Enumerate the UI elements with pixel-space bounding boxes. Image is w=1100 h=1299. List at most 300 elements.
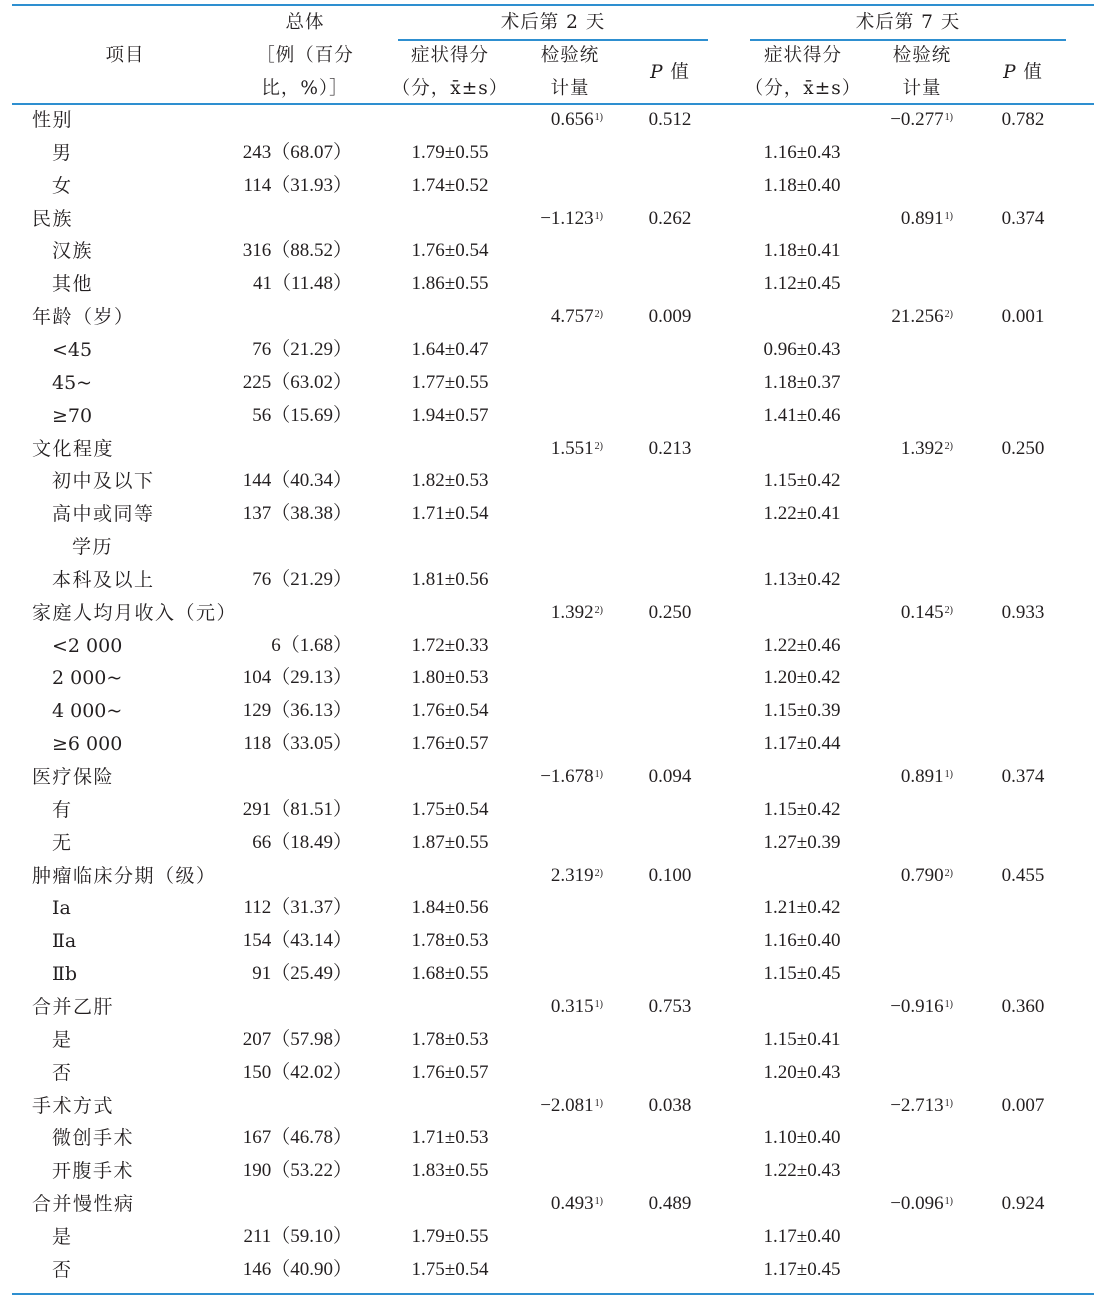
header-day2-score-line1: 症状得分 [410, 45, 489, 66]
row-day2-stat [500, 438, 603, 460]
row-day2-stat [500, 930, 603, 952]
table-row [0, 109, 1100, 142]
stat-value: 4.757 [550, 306, 594, 328]
row-day2-stat [500, 405, 603, 427]
row-day2-stat [500, 865, 603, 887]
row-day7-stat [850, 503, 953, 525]
row-day7-stat [850, 1062, 953, 1084]
stat-value: 0.145 [900, 601, 944, 623]
table-row [0, 569, 1100, 602]
table-row [0, 667, 1100, 700]
header-day7-pvalue-p: P [1003, 62, 1017, 83]
row-day7-score: 1.21±0.42 [763, 897, 841, 919]
row-day2-score: 1.80±0.53 [411, 667, 489, 689]
row-day7-score: 1.15±0.42 [763, 470, 841, 492]
row-day7-score: 1.10±0.40 [763, 1127, 841, 1149]
stat-value: 0.790 [900, 864, 944, 886]
row-day2-pvalue: 0.262 [648, 207, 692, 229]
row-day2-stat [500, 208, 603, 230]
row-day2-stat [500, 240, 603, 262]
header-day7: 术后第 7 天 [855, 12, 961, 33]
header-day7-pvalue-rest: 值 [1016, 62, 1043, 83]
row-total: 76（21.29） [252, 338, 352, 360]
row-total: 66（18.49） [252, 831, 352, 853]
row-day7-score: 1.15±0.41 [763, 1028, 841, 1050]
row-label: 微创手术 [52, 1127, 135, 1150]
row-day2-stat [500, 1259, 603, 1281]
stat-value: −2.081 [540, 1094, 594, 1116]
table-row [0, 1095, 1100, 1128]
row-day2-score: 1.76±0.54 [411, 700, 489, 722]
row-day7-pvalue: 0.455 [1001, 864, 1045, 886]
row-day7-stat [850, 799, 953, 821]
row-label: 性别 [32, 109, 74, 131]
row-day2-stat [500, 799, 603, 821]
stat-footnote-marker: 1) [944, 1196, 953, 1208]
table-row [0, 1062, 1100, 1095]
row-day7-score: 1.22±0.46 [763, 634, 841, 656]
row-day2-stat [500, 832, 603, 854]
row-day7-score: 0.96±0.43 [763, 338, 841, 360]
row-day7-stat [850, 372, 953, 394]
row-day7-score: 1.20±0.42 [763, 667, 841, 689]
row-label: 无 [52, 831, 73, 854]
row-day2-score: 1.76±0.54 [411, 240, 489, 262]
row-day2-stat [500, 766, 603, 788]
row-day2-stat [500, 1062, 603, 1084]
row-day2-score: 1.75±0.54 [411, 1258, 489, 1280]
row-day2-stat [500, 109, 603, 131]
row-day7-stat [850, 832, 953, 854]
stat-value: −1.123 [540, 207, 594, 229]
table-row [0, 766, 1100, 799]
row-day7-stat [850, 897, 953, 919]
stat-footnote-marker: 1) [944, 769, 953, 780]
table-row [0, 799, 1100, 832]
header-day7-stat-line2: 计量 [902, 78, 942, 99]
row-day2-stat [500, 1193, 603, 1215]
stat-footnote-marker: 1) [944, 998, 953, 1010]
header-day2-pvalue [620, 62, 720, 84]
table-row [0, 930, 1100, 963]
row-day7-score: 1.15±0.39 [763, 700, 841, 722]
row-label: 医疗保险 [32, 766, 115, 788]
row-label: ≥6 000 [52, 733, 123, 756]
row-total: 137（38.38） [242, 503, 352, 525]
table-row [0, 733, 1100, 766]
row-label: 学历 [72, 536, 114, 559]
stat-footnote-marker: 1) [944, 112, 953, 123]
row-day7-stat [850, 306, 953, 328]
row-day7-stat [850, 602, 953, 624]
row-day2-stat [500, 963, 603, 985]
row-day7-pvalue: 0.250 [1001, 437, 1045, 459]
stat-value: −2.713 [890, 1094, 944, 1116]
row-day7-stat [850, 438, 953, 460]
row-label: 家庭人均月收入（元） [32, 601, 238, 624]
row-total: 225（63.02） [242, 371, 352, 393]
table-row [0, 602, 1100, 635]
row-label: 否 [52, 1258, 73, 1281]
row-day7-stat [850, 733, 953, 755]
header-total-line1: 总体 [285, 12, 325, 33]
row-day2-stat [500, 372, 603, 394]
row-day7-score: 1.17±0.45 [763, 1258, 841, 1280]
row-label: 女 [52, 174, 73, 197]
row-day2-pvalue: 0.094 [648, 766, 692, 787]
table-row [0, 372, 1100, 405]
table-row [0, 865, 1100, 898]
table-row [0, 339, 1100, 372]
row-label: 年龄（岁） [32, 306, 135, 329]
row-day2-stat [500, 306, 603, 328]
stat-value: 0.493 [550, 1193, 594, 1215]
row-total: 41（11.48） [252, 273, 352, 295]
row-label: <2 000 [52, 634, 123, 657]
stat-footnote-marker: 1) [594, 112, 603, 123]
row-day7-score: 1.12±0.45 [763, 273, 841, 295]
row-day7-score: 1.22±0.43 [763, 1160, 841, 1182]
row-day2-score: 1.68±0.55 [411, 963, 489, 985]
row-day2-stat [500, 339, 603, 361]
row-day2-score: 1.86±0.55 [411, 273, 489, 295]
row-day7-score: 1.20±0.43 [763, 1061, 841, 1083]
header-item: 项目 [105, 45, 145, 66]
stat-value: −0.096 [890, 1193, 944, 1215]
row-day7-score: 1.18±0.40 [763, 174, 841, 196]
row-day7-stat [850, 1029, 953, 1051]
row-day2-pvalue: 0.213 [648, 437, 692, 459]
header-day2-pvalue-p: P [650, 62, 664, 83]
row-day7-stat [850, 339, 953, 361]
header-total-line2: ［例（百分 [256, 45, 354, 66]
row-day2-score: 1.84±0.56 [411, 897, 489, 919]
row-day7-stat [850, 405, 953, 427]
row-day2-stat [500, 503, 603, 525]
row-total: 112（31.37） [243, 897, 352, 919]
row-day7-stat [850, 865, 953, 887]
row-day7-pvalue: 0.933 [1001, 601, 1045, 623]
table-row [0, 1193, 1100, 1226]
header-day2: 术后第 2 天 [500, 12, 606, 33]
row-day7-pvalue: 0.374 [1001, 207, 1045, 229]
header-day7-score-line1: 症状得分 [763, 45, 842, 66]
row-day2-stat [500, 175, 603, 197]
header-day2-pvalue-rest: 值 [663, 62, 690, 83]
table-row [0, 963, 1100, 996]
table-row [0, 470, 1100, 503]
row-day2-score: 1.87±0.55 [411, 831, 489, 853]
row-label: 否 [52, 1061, 73, 1084]
row-label: 文化程度 [32, 437, 115, 460]
stat-value: −0.277 [890, 109, 944, 130]
header-day2-stat-line2: 计量 [550, 78, 590, 99]
row-day7-stat [850, 240, 953, 262]
row-total: 6（1.68） [271, 634, 352, 656]
row-day7-stat [850, 635, 953, 657]
table-row [0, 1226, 1100, 1259]
row-day7-stat [850, 700, 953, 722]
row-label: 合并慢性病 [32, 1193, 135, 1216]
row-day7-stat [850, 1095, 953, 1117]
stat-value: 0.891 [900, 207, 944, 229]
row-day2-score: 1.77±0.55 [411, 371, 489, 393]
row-day7-stat [850, 996, 953, 1018]
row-label: Ⅱb [52, 963, 78, 986]
row-day7-score: 1.18±0.41 [763, 240, 841, 262]
row-day2-stat [500, 897, 603, 919]
row-day2-stat [500, 273, 603, 295]
row-label: <45 [52, 338, 93, 361]
stat-footnote-marker: 2) [594, 604, 603, 616]
stat-footnote-marker: 2) [594, 867, 603, 879]
row-day7-score: 1.41±0.46 [763, 404, 841, 426]
row-total: 56（15.69） [252, 404, 352, 426]
row-day7-stat [850, 208, 953, 230]
row-day2-stat [500, 733, 603, 755]
row-label: 肿瘤临床分期（级） [32, 864, 217, 887]
row-day7-stat [850, 963, 953, 985]
row-day2-pvalue: 0.250 [648, 601, 692, 623]
row-total: 146（40.90） [242, 1258, 352, 1280]
stat-value: 1.551 [550, 437, 594, 459]
row-label: 开腹手术 [52, 1160, 135, 1183]
row-day2-stat [500, 1160, 603, 1182]
row-day7-pvalue: 0.360 [1001, 995, 1045, 1017]
stat-footnote-marker: 1) [944, 210, 953, 222]
table-row [0, 175, 1100, 208]
row-day2-score: 1.76±0.57 [411, 733, 489, 755]
row-day7-score: 1.27±0.39 [763, 831, 841, 853]
row-label: 手术方式 [32, 1094, 115, 1117]
row-day2-pvalue: 0.009 [648, 306, 692, 328]
row-day7-pvalue: 0.374 [1001, 766, 1045, 787]
row-total: 316（88.52） [242, 240, 352, 262]
row-day2-stat [500, 667, 603, 689]
table-row [0, 635, 1100, 668]
row-day2-stat [500, 700, 603, 722]
row-day2-score: 1.79±0.55 [411, 1225, 489, 1247]
table-row [0, 1259, 1100, 1292]
row-label: 民族 [32, 207, 74, 230]
stat-footnote-marker: 1) [594, 1196, 603, 1208]
row-day7-score: 1.13±0.42 [763, 568, 841, 590]
stat-value: 1.392 [550, 601, 594, 623]
row-total: 167（46.78） [242, 1127, 352, 1149]
stat-footnote-marker: 1) [594, 1097, 603, 1109]
row-label: 合并乙肝 [32, 995, 115, 1018]
row-day2-stat [500, 1029, 603, 1051]
row-day7-stat [850, 1193, 953, 1215]
row-day2-stat [500, 602, 603, 624]
row-day7-stat [850, 1127, 953, 1149]
row-day7-score: 1.17±0.44 [763, 733, 841, 755]
stat-footnote-marker: 2) [944, 440, 953, 452]
row-day7-score: 1.16±0.43 [763, 141, 841, 163]
table-row [0, 996, 1100, 1029]
row-label: 是 [52, 1225, 73, 1248]
stat-footnote-marker: 1) [594, 210, 603, 222]
header-day2-stat-line1: 检验统 [540, 45, 600, 66]
table-row [0, 306, 1100, 339]
row-label: 2 000~ [52, 667, 123, 690]
row-day7-stat [850, 273, 953, 295]
row-day7-score: 1.15±0.42 [763, 798, 841, 820]
stat-value: 0.891 [900, 766, 944, 787]
day7-group-rule [750, 39, 1066, 41]
row-day7-stat [850, 175, 953, 197]
row-day2-stat [500, 1095, 603, 1117]
row-label: 是 [52, 1028, 73, 1051]
table-row [0, 438, 1100, 471]
row-total: 150（42.02） [242, 1061, 352, 1083]
row-day7-stat [850, 109, 953, 131]
header-total-line3: 比，%）］ [261, 78, 349, 99]
header-day7-stat-line1: 检验统 [892, 45, 952, 66]
table-row [0, 142, 1100, 175]
row-day7-score: 1.17±0.40 [763, 1225, 841, 1247]
stat-value: 1.392 [900, 437, 944, 459]
row-total: 104（29.13） [242, 667, 352, 689]
stat-value: 0.315 [550, 995, 594, 1017]
row-day2-score: 1.72±0.33 [411, 634, 489, 656]
stat-footnote-marker: 2) [944, 604, 953, 616]
row-day2-score: 1.75±0.54 [411, 798, 489, 820]
table-row [0, 832, 1100, 865]
row-label: 有 [52, 798, 73, 821]
row-day7-stat [850, 569, 953, 591]
row-day7-score: 1.15±0.45 [763, 963, 841, 985]
table-row [0, 897, 1100, 930]
row-total: 207（57.98） [242, 1028, 352, 1050]
row-day7-stat [850, 1226, 953, 1248]
row-label: 45~ [52, 371, 93, 394]
row-total: 129（36.13） [242, 700, 352, 722]
row-day7-score: 1.18±0.37 [763, 371, 841, 393]
header-bottom-rule [12, 103, 1094, 105]
row-day7-pvalue: 0.007 [1001, 1094, 1045, 1116]
row-day2-score: 1.78±0.53 [411, 930, 489, 952]
row-day2-score: 1.71±0.54 [411, 503, 489, 525]
header-day7-pvalue [973, 62, 1073, 84]
row-total: 154（43.14） [242, 930, 352, 952]
row-day2-score: 1.78±0.53 [411, 1028, 489, 1050]
row-total: 76（21.29） [252, 568, 352, 590]
row-day2-stat [500, 1127, 603, 1149]
table-row [0, 1127, 1100, 1160]
row-day2-stat [500, 996, 603, 1018]
row-day2-score: 1.74±0.52 [411, 174, 489, 196]
row-day7-pvalue: 0.001 [1001, 306, 1045, 328]
row-day2-stat [500, 569, 603, 591]
row-label: Ⅰa [52, 897, 71, 920]
header-day7-score-line2: （分，x̄±s） [744, 78, 862, 99]
row-day7-stat [850, 930, 953, 952]
row-day2-pvalue: 0.489 [648, 1193, 692, 1215]
row-label: 高中或同等 [52, 503, 155, 526]
stat-value: 21.256 [891, 306, 944, 328]
row-day7-score: 1.22±0.41 [763, 503, 841, 525]
row-day7-stat [850, 536, 953, 558]
row-label: 其他 [52, 273, 94, 296]
row-day2-stat [500, 536, 603, 558]
stat-footnote-marker: 1) [944, 1097, 953, 1109]
table-row [0, 536, 1100, 569]
stat-value: 0.656 [550, 109, 594, 130]
row-total: 118（33.05） [243, 733, 352, 755]
row-day2-score: 1.64±0.47 [411, 338, 489, 360]
row-total: 243（68.07） [242, 141, 352, 163]
table-row [0, 700, 1100, 733]
stat-footnote-marker: 2) [594, 440, 603, 452]
row-label: 本科及以上 [52, 568, 155, 591]
row-day2-pvalue: 0.038 [648, 1094, 692, 1116]
row-total: 144（40.34） [242, 470, 352, 492]
stat-value: 2.319 [550, 864, 594, 886]
row-day7-stat [850, 1160, 953, 1182]
top-rule [12, 4, 1094, 6]
row-day2-pvalue: 0.753 [648, 995, 692, 1017]
row-day2-stat [500, 142, 603, 164]
row-total: 91（25.49） [252, 963, 352, 985]
row-day2-stat [500, 1226, 603, 1248]
header-day2-score-line2: （分，x̄±s） [391, 78, 509, 99]
row-day7-stat [850, 142, 953, 164]
row-day2-stat [500, 470, 603, 492]
row-label: ≥70 [52, 404, 93, 427]
row-day2-score: 1.79±0.55 [411, 141, 489, 163]
table-row [0, 273, 1100, 306]
row-day7-stat [850, 667, 953, 689]
stat-value: −1.678 [540, 766, 594, 787]
table-row [0, 208, 1100, 241]
stat-footnote-marker: 1) [594, 998, 603, 1010]
table-row [0, 1029, 1100, 1062]
row-day2-pvalue: 0.512 [648, 109, 692, 130]
stat-value: −0.916 [890, 995, 944, 1017]
row-label: Ⅱa [52, 930, 77, 953]
row-day2-score: 1.82±0.53 [411, 470, 489, 492]
table-row [0, 405, 1100, 438]
row-day2-pvalue: 0.100 [648, 864, 692, 886]
row-day2-score: 1.76±0.57 [411, 1061, 489, 1083]
day2-group-rule [398, 39, 708, 41]
row-label: 男 [52, 141, 73, 164]
stat-footnote-marker: 2) [594, 309, 603, 321]
row-day7-stat [850, 766, 953, 788]
row-label: 初中及以下 [52, 470, 155, 493]
stat-footnote-marker: 1) [594, 769, 603, 780]
row-day2-score: 1.94±0.57 [411, 404, 489, 426]
table-row [0, 1160, 1100, 1193]
row-label: 4 000~ [52, 700, 123, 723]
row-day7-stat [850, 1259, 953, 1281]
row-day7-pvalue: 0.924 [1001, 1193, 1045, 1215]
stat-footnote-marker: 2) [944, 867, 953, 879]
row-total: 211（59.10） [243, 1225, 352, 1247]
row-day2-score: 1.83±0.55 [411, 1160, 489, 1182]
table-row [0, 503, 1100, 536]
row-day2-stat [500, 635, 603, 657]
bottom-rule [12, 1293, 1094, 1295]
row-day7-stat [850, 470, 953, 492]
row-total: 291（81.51） [242, 798, 352, 820]
table-row [0, 240, 1100, 273]
row-label: 汉族 [52, 240, 94, 263]
row-total: 190（53.22） [242, 1160, 352, 1182]
row-day2-score: 1.71±0.53 [411, 1127, 489, 1149]
row-total: 114（31.93） [243, 174, 352, 196]
